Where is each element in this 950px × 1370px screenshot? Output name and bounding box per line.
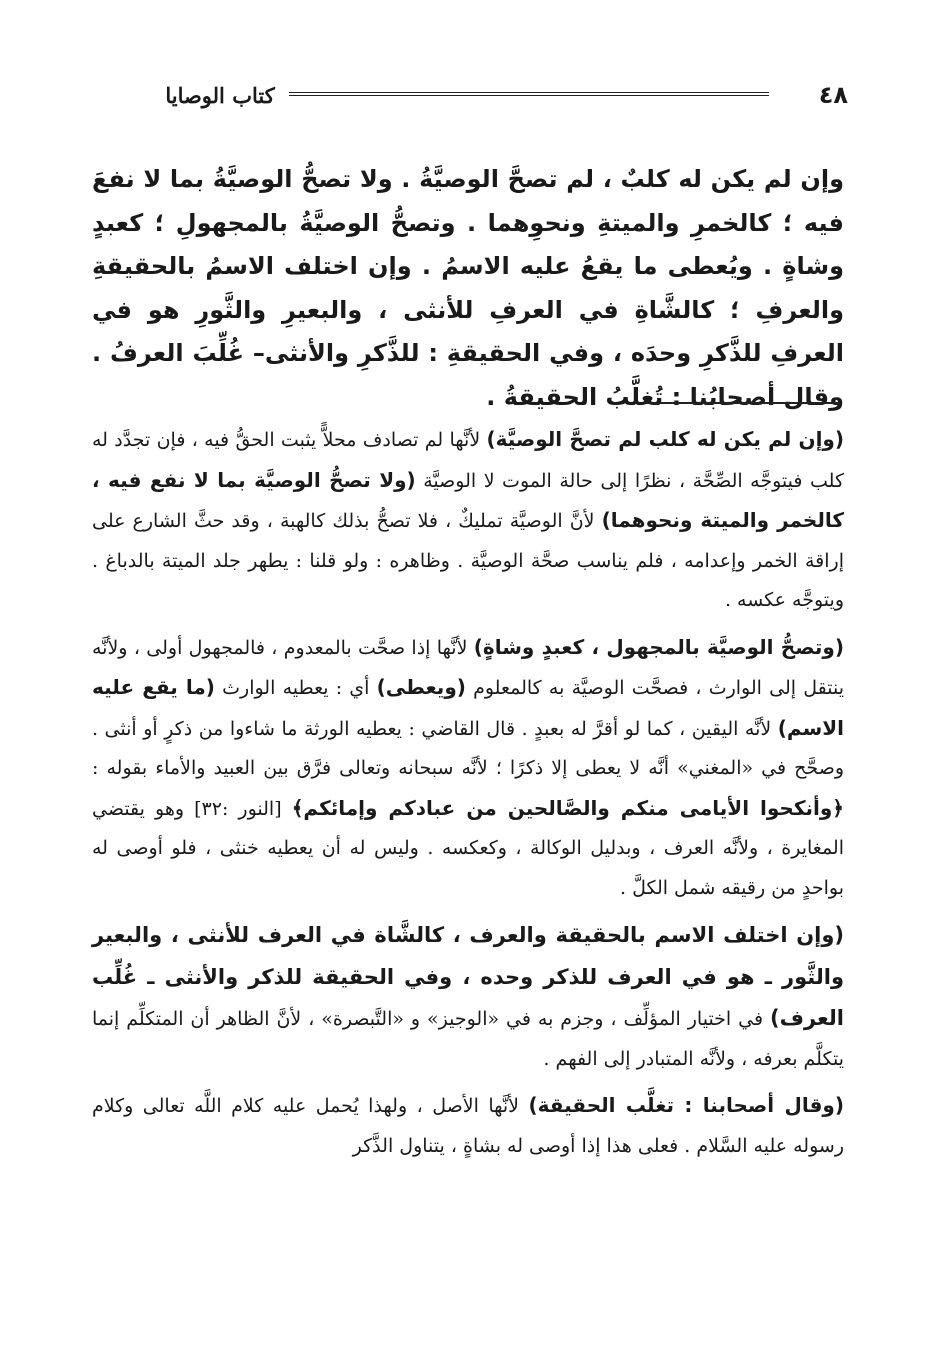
- quoted-matn: (وإن اختلف الاسم بالحقيقة والعرف ، كالشَّاة في العرف للأنثى ، والبعير والثَّور ـ هو في العرف للذكر وحده ، وفي الحقيقة للذكر والأنثى ـ غُلِّب العرف): [92, 923, 844, 1030]
- quoted-matn: (ما يقع عليه الاسم): [92, 675, 844, 740]
- commentary: [92, 420, 844, 1173]
- commentary-text: في اختيار المؤلِّف ، وجزم به في «الوجيز» و «التَّبصرة» ، لأنَّ الظاهر أن المتكلِّم إنما يتكلَّم بعرفه ، ولأنَّه المتبادر إلى الفهم .: [92, 1008, 844, 1070]
- commentary-text: لأنَّها لم تصادف محلاًّ يثبت الحقُّ فيه ، فإن تجدَّد له كلب فيتوجَّه الصِّحَّة ، نظرًا إلى حالة الموت لا الوصيَّة: [92, 429, 845, 492]
- commentary-paragraph-2: [92, 628, 844, 909]
- quoted-matn: (ولا تصحُّ الوصيَّة بما لا نفع فيه ، كالخمر والميتة ونحوهما): [92, 467, 844, 532]
- commentary-paragraph-3: [92, 915, 844, 1079]
- separator-rule: [644, 402, 840, 404]
- page-header: [92, 75, 848, 115]
- commentary-text: لأنَّها إذا صحَّت بالمعدوم ، فالمجهول أولى ، ولأنَّه ينتقل إلى الوارث ، فصحَّت الوصيَّة به كالمعلوم: [92, 636, 844, 699]
- commentary-text: لأنَّ الوصيَّة تمليكٌ ، فلا تصحُّ بذلك كالهبة ، وقد حثَّ الشارع على إراقة الخمر وإعدامه ، فلم يناسب صحَّة الوصيَّة . وظاهره : ولو قلنا : يطهر جلد الميتة بالدباغ . ويتوجَّه عكسه .: [92, 510, 844, 611]
- book-title: كتاب الوصايا: [165, 82, 275, 108]
- commentary-text: لأنَّه اليقين ، كما لو أقرَّ له بعبدٍ . قال القاضي : يعطيه الورثة ما شاءوا من ذكرٍ أو أنثى . وصحَّح في «المغني» أنَّه لا يعطى إلا ذكرًا ؛ لأنَّه سبحانه وتعالى فرَّق بين العبيد والأماء بقوله :: [92, 717, 844, 779]
- matn-text: وإن لم يكن له كلبٌ ، لم تصحَّ الوصيَّةُ . ولا تصحُّ الوصيَّةُ بما لا نفعَ فيه ؛ كالخمرِ والميتةِ ونحوِهما . وتصحُّ الوصيَّةُ بالمجهولِ ؛ كعبدٍ وشاةٍ . ويُعطى ما يقعُ عليه الاسمُ . وإن اختلف الاسمُ بالحقيقةِ والعرفِ ؛ كالشَّاةِ في العرفِ للأنثى ، والبعيرِ والثَّورِ هو في العرفِ للذَّكرِ وحدَه ، وفي الحقيقةِ : للذَّكرِ والأنثى– غُلِّبَ العرفُ . وقال أصحابُنا : تُغلَّبُ الحقيقةُ .: [92, 165, 844, 411]
- page-number: ٤٨: [818, 81, 848, 109]
- quoted-matn: (وقال أصحابنا : تغلَّب الحقيقة): [528, 1093, 844, 1117]
- quran-quote: ﴿وأنكحوا الأيامى منكم والصَّالحين من عبادكم وإمائكم﴾: [291, 795, 844, 820]
- commentary-paragraph-1: [92, 420, 844, 621]
- commentary-paragraph-4: [92, 1086, 844, 1166]
- quoted-matn: (وإن لم يكن له كلب لم تصحَّ الوصيَّة): [486, 427, 844, 451]
- commentary-text: لأنَّها الأصل ، ولهذا يُحمل عليه كلام اللَّه تعالى وكلام رسوله عليه السَّلام . فعلى هذا إذا أوصى له بشاةٍ ، يتناول الذَّكر: [92, 1095, 844, 1157]
- header-rule: [289, 92, 769, 98]
- commentary-text: [النور :٣٢] وهو يقتضي المغايرة ، ولأنَّه العرف ، وبدليل الوكالة ، وكعكسه . وليس له أن يعطيه خنثى ، فلو أوصى له بواحدٍ من رقيقه شمل الكلَّ .: [92, 797, 844, 899]
- commentary-text: أي : يعطيه الوارث: [214, 677, 377, 699]
- quoted-matn: (ويعطى): [376, 675, 466, 699]
- quoted-matn: (وتصحُّ الوصيَّة بالمجهول ، كعبدٍ وشاةٍ): [473, 634, 844, 659]
